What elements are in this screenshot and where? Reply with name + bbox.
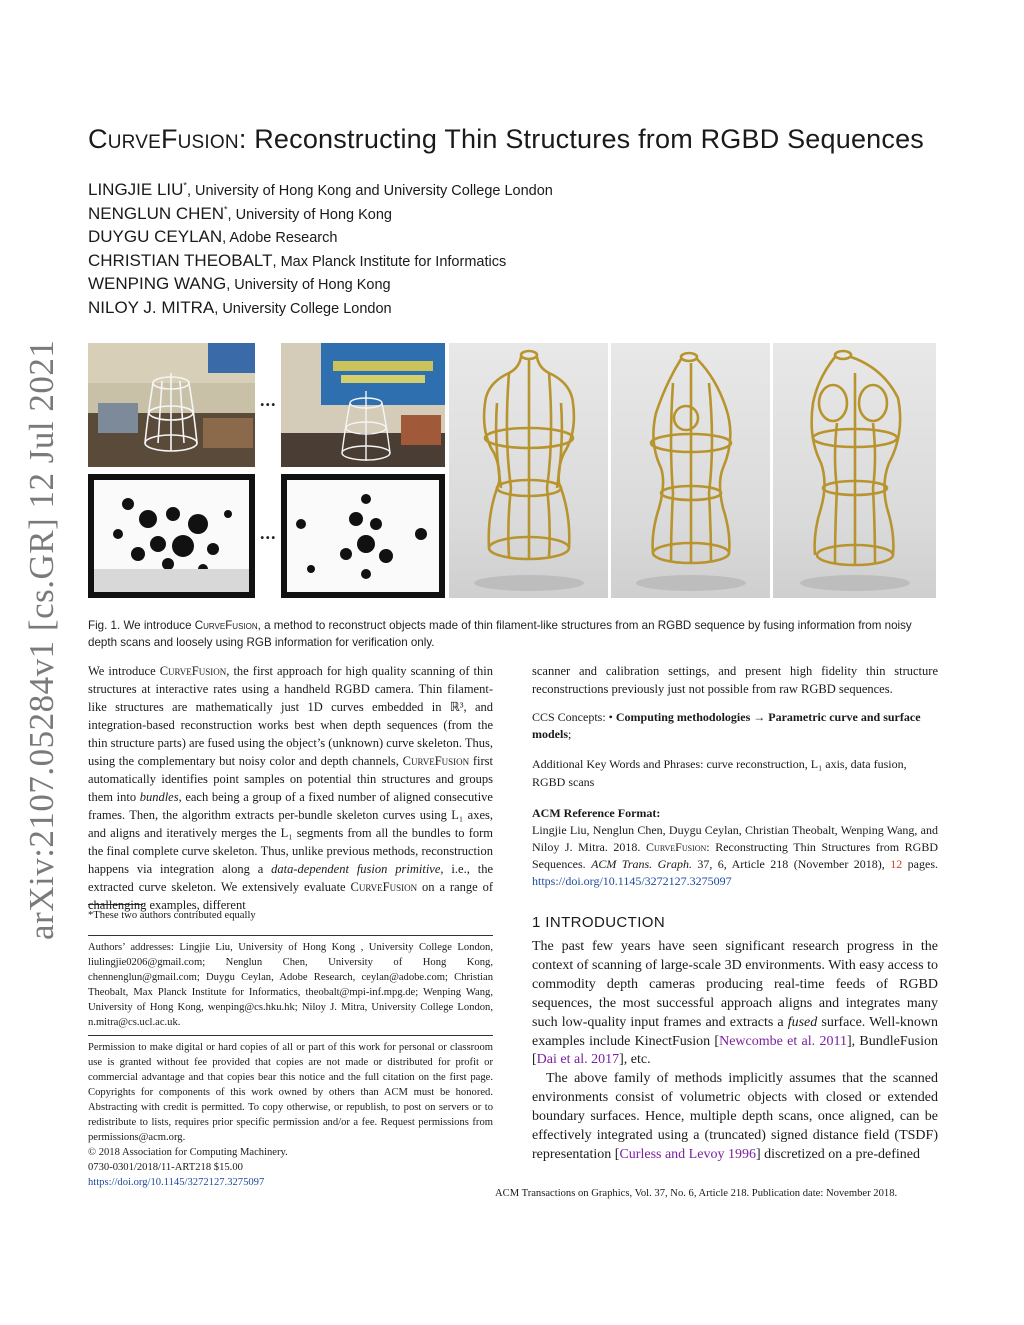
citation-link[interactable]: Dai et al. 2017 [536, 1052, 620, 1068]
abstract-continued: scanner and calibration settings, and present high fidelity thin structure reconstructions previously just not possible from raw RGBD sequences. [532, 664, 938, 696]
author-entry: NILOY J. MITRA, University College London [88, 297, 392, 317]
intro-paragraph-1: The past few years have seen significant research progress in the context of scanning of large-scale 3D environments. With easy access to commodity depth cameras producing real-time feeds of RGBD sequences, the most successful approach aligns and integrates many such low-quality input frames and extracts a fused surface. Well-known examples include KinectFusion [Newcombe et al. 2011], BundleFusion [Dai et al. 2017], etc. [532, 939, 938, 1068]
author-entry: LINGJIE LIU*, University of Hong Kong and University College London [88, 180, 553, 199]
citation-link[interactable]: Newcombe et al. 2011 [719, 1033, 847, 1049]
paper-title [88, 124, 948, 155]
page-footer: ACM Transactions on Graphics, Vol. 37, No. 6, Article 218. Publication date: November 2018. [495, 1188, 898, 1199]
left-column [88, 662, 493, 1190]
author-addresses: Authors’ addresses: Lingjie Liu, University of Hong Kong , University College London, liulingjie0206@gmail.com; Nenglun Chen, University of Hong Kong, chennenglun@gmail.com; Duygu Ceylan, Adobe Research, ceylan@adobe.com; Christian Theobalt, Max Planck Institute for Informatics, theobalt@mpi-inf.mpg.de; Wenping Wang, University of Hong Kong, wenping@cs.hku.hk; Niloy J. Mitra, University College London, n.mitra@cs.ucl.ac.uk. [88, 942, 493, 1028]
figure-1 [88, 343, 936, 598]
ellipsis: ... [260, 390, 277, 410]
citation-link[interactable]: Curless and Levoy 1996 [619, 1146, 756, 1162]
figure-caption: Fig. 1. We introduce CurveFusion, a method to reconstruct objects made of thin filament-like structures from an RGBD sequence by fusing information from noisy depth scans and loosely using RGB information for verification only. [88, 619, 912, 649]
doi-link[interactable]: https://doi.org/10.1145/3272127.3275097 [88, 1177, 265, 1188]
reconstruction-render-2 [611, 343, 770, 598]
acm-ref-doi-link[interactable]: https://doi.org/10.1145/3272127.3275097 [532, 874, 732, 888]
reconstruction-render-1 [449, 343, 608, 598]
intro-paragraph-2: The above family of methods implicitly assumes that the scanned environments consist of volumetric objects with closed or extended boundary surfaces. Hence, multiple depth scans, once aligned, can be effectively integrated using a (truncated) signed distance field (TSDF) representation [Curless and Levoy 1996] discretized on a pre-defined [532, 1071, 938, 1162]
permission-notice: Permission to make digital or hard copies of all or part of this work for personal or classroom use is granted without fee provided that copies are not made or distributed for profit or commercial advantage and that copies bear this notice and the full citation on the first page. Copyrights for components of this work owned by others than ACM must be honored. Abstracting with credit is permitted. To copy otherwise, or republish, to post on servers or to redistribute to lists, requires prior specific permission and/or a fee. Request permissions from permissions@acm.org. © 2018 Association for Computing Machinery. 0730-0301/2018/11-ART218 $15.00 https://doi.org/10.1145/3272127.3275097 [88, 1042, 493, 1188]
keywords: Additional Key Words and Phrases: curve reconstruction, L₁ axis, data fusion, RGBD scans [532, 757, 907, 789]
rgb-frame-1 [88, 343, 255, 467]
author-entry: CHRISTIAN THEOBALT, Max Planck Institute for Informatics [88, 250, 507, 270]
footnote: *These two authors contributed equally [88, 910, 256, 921]
author-entry: NENGLUN CHEN*, University of Hong Kong [88, 203, 392, 223]
method-name: CurveFusion [194, 619, 258, 632]
acm-ref-heading: ACM Reference Format: [532, 806, 661, 820]
right-column [532, 662, 938, 1165]
author-entry: DUYGU CEYLAN, Adobe Research [88, 227, 338, 246]
depth-frame-2 [281, 474, 445, 598]
reconstruction-render-3 [773, 343, 936, 598]
author-list [88, 180, 553, 321]
ellipsis: ... [260, 523, 277, 543]
rgb-frame-2 [281, 343, 445, 467]
abstract: We introduce CurveFusion, the first approach for high quality scanning of thin structures at interactive rates using a handheld RGBD camera. Thin filament-like structures are mathematically just 1D curves embedded in ℝ³, and integration-based reconstruction works best when depth sequences (from the thin structure parts) are fused using the object’s (unknown) curve skeleton. Thus, using the complementary but noisy color and depth channels, CurveFusion first automatically identifies point samples on potential thin structures and groups them into bundles, each being a group of a fixed number of aligned consecutive frames. Then, the algorithm extracts per-bundle skeleton curves using L₁ axes, and aligns and iteratively merges the L₁ segments from all the bundles to form the final complete curve skeleton. Thus, unlike previous methods, reconstruction happens via integration along a data-dependent fusion primitive, i.e., the extracted curve skeleton. We extensively evaluate CurveFusion on a range of challenging examples, different [88, 664, 493, 912]
section-heading-introduction: 1 INTRODUCTION [532, 914, 666, 931]
author-entry: WENPING WANG, University of Hong Kong [88, 274, 391, 293]
arxiv-stamp: arXiv:2107.05284v1 [cs.GR] 12 Jul 2021 [22, 339, 61, 940]
title-rest: : Reconstructing Thin Structures from RGBD Sequences [238, 124, 925, 154]
divider [88, 935, 493, 936]
ccs-concepts: CCS Concepts: • Computing methodologies → Parametric curve and surface models; [532, 710, 921, 741]
acm-reference: ACM Reference Format: Lingjie Liu, Nenglun Chen, Duygu Ceylan, Christian Theobalt, Wenping Wang, and Niloy J. Mitra. 2018. CurveFusion: Reconstructing Thin Structures from RGBD Sequences. ACM Trans. Graph. 37, 6, Article 218 (November 2018), 12 pages. https://doi.org/10.1145/3272127.3275097 [532, 806, 938, 888]
method-name: CurveFusion [88, 124, 239, 154]
depth-frame-1 [88, 474, 255, 598]
divider [88, 1035, 493, 1036]
